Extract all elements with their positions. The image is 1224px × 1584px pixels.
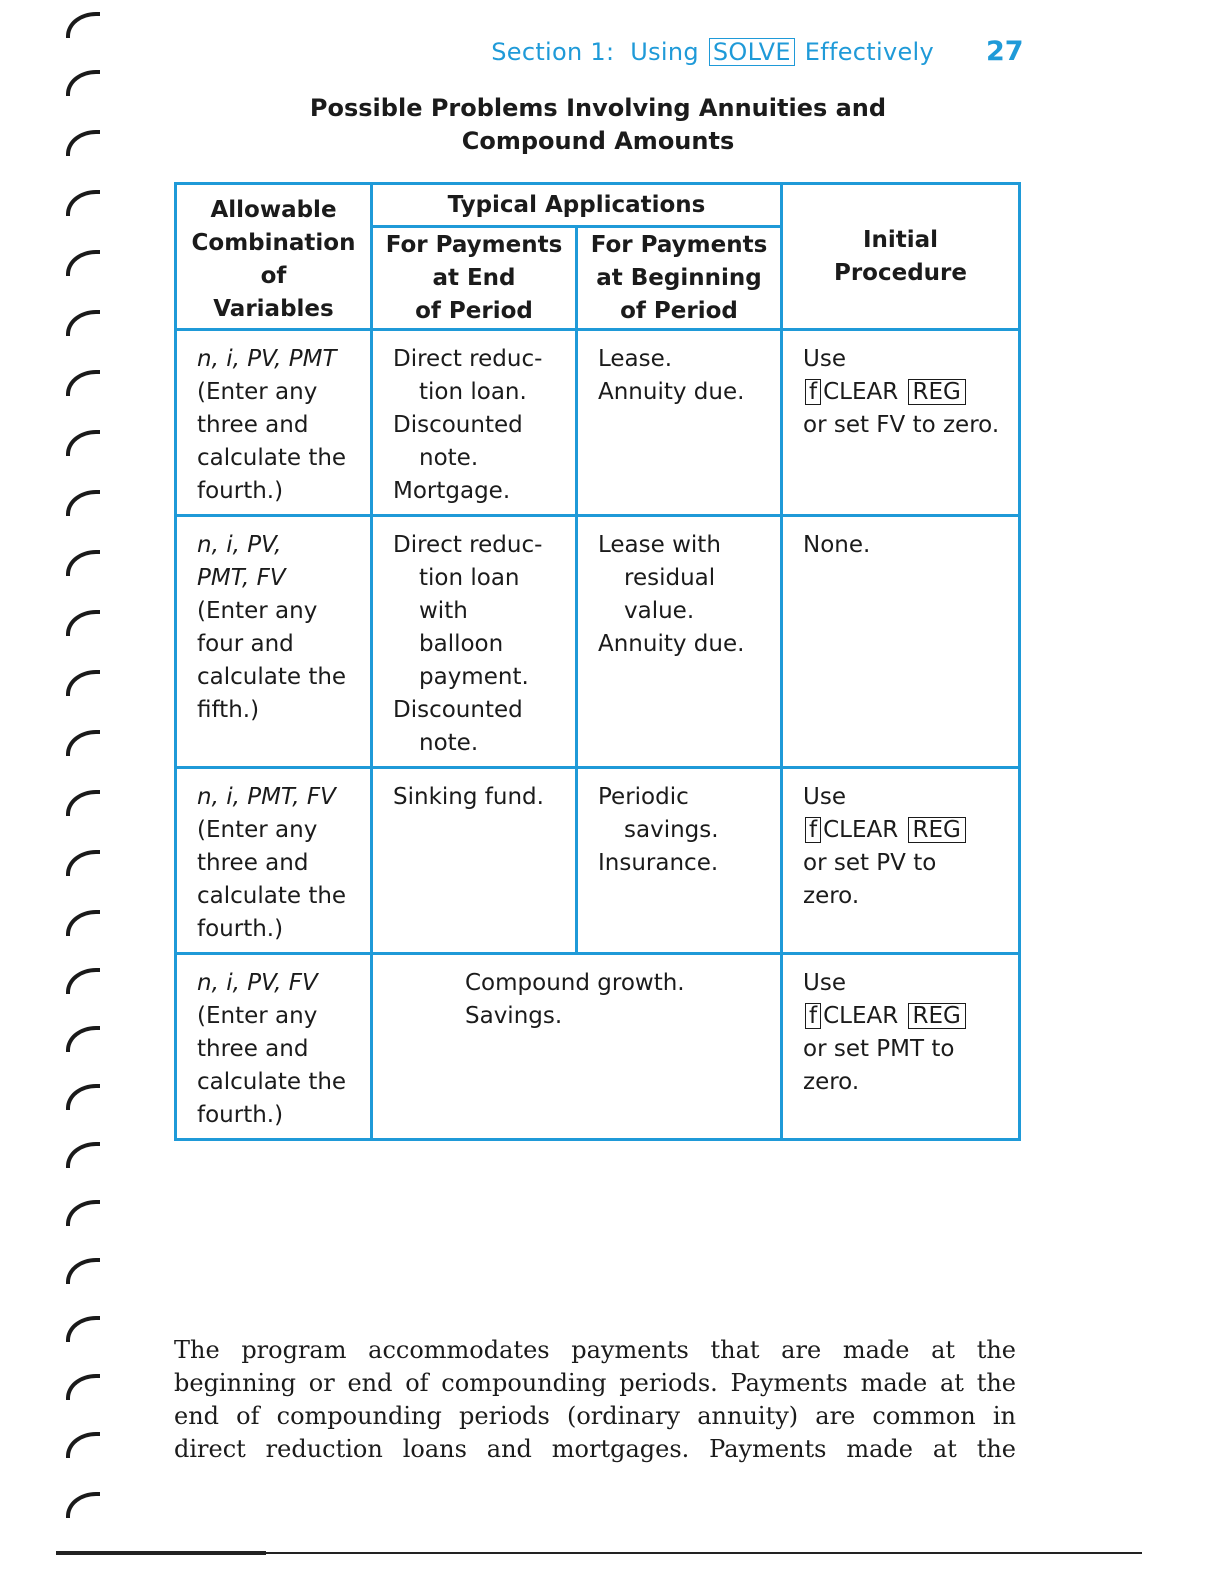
procedure-text: zero. [803, 1069, 860, 1095]
variables-note: four and [197, 631, 294, 657]
beginning-applications-cell [577, 768, 782, 954]
body-line: end of compounding periods (ordinary annuity) are common in [174, 1402, 1016, 1430]
application-text: Mortgage. [393, 478, 511, 504]
header-line: Combination [191, 229, 356, 256]
clear-reg-keys [803, 814, 1008, 847]
body-line: direct reduction loans and mortgages. Payments made at the [174, 1435, 1016, 1463]
table-row [176, 516, 1020, 768]
annuities-table [174, 182, 1021, 1141]
clear-label: CLEAR [823, 379, 899, 405]
f-key: f [805, 379, 821, 405]
binding-ring [66, 130, 100, 156]
f-key: f [805, 817, 821, 843]
binding-ring [66, 1374, 100, 1400]
variables-cell [176, 954, 372, 1140]
variables-note: three and [197, 850, 309, 876]
header-typical-applications [372, 184, 782, 227]
binding-ring [66, 190, 100, 216]
application-text: Discounted [393, 412, 523, 438]
application-text: tion loan. [419, 379, 527, 405]
end-applications-cell [372, 330, 577, 516]
variables-note: (Enter any [197, 817, 318, 843]
variables-note: fourth.) [197, 478, 284, 504]
title-line: Compound Amounts [461, 127, 735, 155]
variables-list: PMT, FV [197, 565, 286, 591]
spiral-binding [60, 0, 110, 1540]
binding-ring [66, 1258, 100, 1284]
header-line: For Payments [590, 231, 768, 258]
application-text: Discounted [393, 697, 523, 723]
header-payments-beginning [577, 227, 782, 330]
header-line: at End [432, 264, 516, 291]
f-key: f [805, 1003, 821, 1029]
header-line: For Payments [385, 231, 563, 258]
variables-note: fifth.) [197, 697, 260, 723]
bottom-rule-accent [56, 1551, 266, 1555]
binding-ring [66, 850, 100, 876]
application-text: with [419, 598, 468, 624]
variables-note: (Enter any [197, 598, 318, 624]
table-row [176, 768, 1020, 954]
binding-ring [66, 790, 100, 816]
application-text: Annuity due. [598, 631, 745, 657]
title-line: Possible Problems Involving Annuities and [309, 94, 887, 122]
clear-reg-keys [803, 376, 1008, 409]
binding-ring [66, 730, 100, 756]
header-line: Procedure [833, 259, 967, 286]
procedure-text: or set FV to zero. [803, 412, 1000, 438]
header-line: of [260, 262, 287, 289]
header-line: Typical Applications [447, 191, 706, 218]
application-text: balloon [419, 631, 504, 657]
section-label: Section 1: [491, 38, 615, 66]
application-text: residual [624, 565, 716, 591]
procedure-text: Use [803, 784, 846, 810]
clear-reg-keys [803, 1000, 1008, 1033]
application-text: Lease with [598, 532, 721, 558]
binding-ring [66, 670, 100, 696]
header-line: Initial [862, 226, 939, 253]
reg-key: REG [908, 1003, 966, 1029]
header-line: Allowable [210, 196, 337, 223]
procedure-text: or set PV to [803, 850, 937, 876]
procedure-cell [782, 516, 1020, 768]
body-paragraph [174, 1334, 1016, 1466]
application-text: Annuity due. [598, 379, 745, 405]
header-line: at Beginning [596, 264, 762, 291]
reg-key: REG [908, 817, 966, 843]
binding-ring [66, 1026, 100, 1052]
body-line: beginning or end of compounding periods. Payments made at the [174, 1369, 1016, 1397]
binding-ring [66, 610, 100, 636]
binding-ring [66, 1200, 100, 1226]
binding-ring [66, 1492, 100, 1518]
variables-note: fourth.) [197, 916, 284, 942]
application-text: value. [624, 598, 695, 624]
variables-note: (Enter any [197, 1003, 318, 1029]
binding-ring [66, 1142, 100, 1168]
variables-note: three and [197, 412, 309, 438]
application-text: Sinking fund. [393, 784, 544, 810]
procedure-text: None. [803, 532, 871, 558]
solve-key-label: SOLVE [709, 38, 795, 66]
end-applications-cell [372, 516, 577, 768]
application-text: note. [419, 730, 479, 756]
beginning-applications-cell [577, 330, 782, 516]
reg-key: REG [908, 379, 966, 405]
header-initial-procedure [782, 184, 1020, 330]
application-text: Direct reduc- [393, 346, 543, 372]
variables-note: three and [197, 1036, 309, 1062]
variables-note: (Enter any [197, 379, 318, 405]
application-text: payment. [419, 664, 529, 690]
section-title [491, 38, 934, 66]
application-text: Savings. [465, 1003, 563, 1029]
variables-list: n, i, PMT, FV [197, 784, 336, 810]
variables-list: n, i, PV, FV [197, 970, 318, 996]
binding-ring [66, 430, 100, 456]
application-text: Direct reduc- [393, 532, 543, 558]
table-row [176, 954, 1020, 1140]
binding-ring [66, 310, 100, 336]
procedure-text: Use [803, 970, 846, 996]
body-line: The program accommodates payments that are made at the [174, 1336, 1016, 1364]
header-line: of Period [620, 297, 738, 324]
binding-ring [66, 910, 100, 936]
header-line: of Period [415, 297, 533, 324]
application-text: Lease. [598, 346, 673, 372]
variables-note: calculate the [197, 883, 347, 909]
variables-cell [176, 330, 372, 516]
procedure-text: or set PMT to [803, 1036, 955, 1062]
header-payments-end [372, 227, 577, 330]
binding-ring [66, 490, 100, 516]
binding-ring [66, 250, 100, 276]
variables-list: n, i, PV, PMT [197, 346, 337, 372]
binding-ring [66, 550, 100, 576]
variables-note: fourth.) [197, 1102, 284, 1128]
application-text: tion loan [419, 565, 520, 591]
variables-cell [176, 516, 372, 768]
variables-note: calculate the [197, 1069, 347, 1095]
application-text: savings. [624, 817, 719, 843]
page-header [0, 34, 1224, 74]
procedure-text: Use [803, 346, 846, 372]
page-number: 27 [986, 36, 1024, 67]
procedure-cell [782, 768, 1020, 954]
binding-ring [66, 968, 100, 994]
application-text: Compound growth. [465, 970, 685, 996]
merged-applications-cell [372, 954, 782, 1140]
header-line: Variables [213, 295, 334, 322]
variables-note: calculate the [197, 664, 347, 690]
variables-note: calculate the [197, 445, 347, 471]
application-text: Insurance. [598, 850, 719, 876]
application-text: note. [419, 445, 479, 471]
binding-ring [66, 1432, 100, 1458]
clear-label: CLEAR [823, 817, 899, 843]
procedure-cell [782, 954, 1020, 1140]
table-title [300, 92, 896, 158]
end-applications-cell [372, 768, 577, 954]
procedure-cell [782, 330, 1020, 516]
clear-label: CLEAR [823, 1003, 899, 1029]
procedure-text: zero. [803, 883, 860, 909]
variables-list: n, i, PV, [197, 532, 282, 558]
beginning-applications-cell [577, 516, 782, 768]
section-using: Using [630, 38, 699, 66]
variables-cell [176, 768, 372, 954]
binding-ring [66, 1316, 100, 1342]
table-row [176, 330, 1020, 516]
header-allowable-combination [176, 184, 372, 330]
binding-ring [66, 1084, 100, 1110]
binding-ring [66, 370, 100, 396]
application-text: Periodic [598, 784, 689, 810]
section-effectively: Effectively [804, 38, 934, 66]
